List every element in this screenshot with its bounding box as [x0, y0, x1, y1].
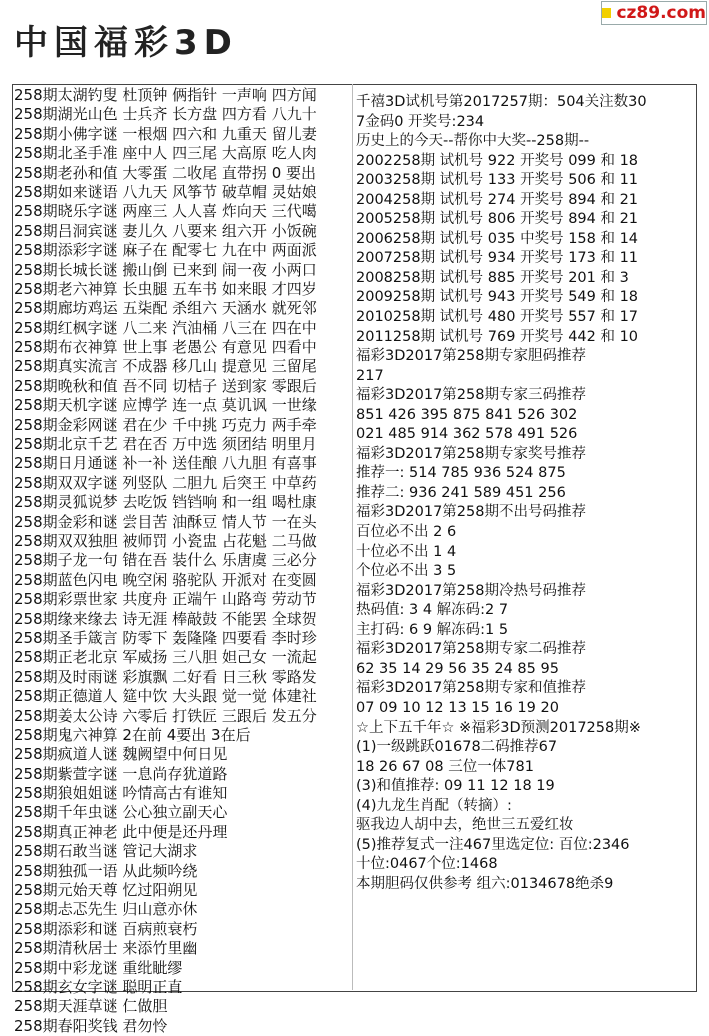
riddle-row: 258期疯道人谜 魏阙望中何日见: [14, 745, 228, 764]
riddle-row: 258期晚秋和值 吾不同 切桔子 送到家 零跟后: [14, 376, 317, 395]
riddle-row: 258期布衣神算 世上事 老愚公 有意见 四看中: [14, 338, 317, 357]
prediction-line: 驱我边人胡中去，绝世三五爱红妆: [356, 817, 574, 834]
riddle-row: 258期湖光山色 士兵齐 长方盘 四方看 八九十: [14, 105, 317, 124]
prediction-line: 福彩3D2017第258期专家三码推荐: [356, 387, 586, 404]
prediction-line: 2008258期 试机号 885 开奖号 201 和 3: [356, 269, 629, 286]
riddle-row: 258期吕洞宾谜 妻儿久 八要来 组六开 小饭碗: [14, 221, 317, 240]
prediction-line: 推荐一: 514 785 936 524 875: [356, 465, 566, 482]
riddle-row: 258期金彩网谜 君在少 千中挑 巧克力 两手牵: [14, 415, 317, 434]
prediction-line: 217: [356, 367, 384, 384]
prediction-line: 18 26 67 08 三位一体781: [356, 758, 534, 775]
prediction-line: 2006258期 试机号 035 中奖号 158 和 14: [356, 230, 639, 247]
prediction-line: 2003258期 试机号 133 开奖号 506 和 11: [356, 172, 639, 189]
column-divider: [352, 84, 353, 990]
prediction-line: 福彩3D2017第258期专家胆码推荐: [356, 348, 586, 365]
riddle-row: 258期天机字谜 应博学 连一点 莫讥讽 一世缘: [14, 396, 317, 415]
riddle-row: 258期姜太公诗 六零后 打铁匠 三跟后 发五分: [14, 706, 317, 725]
prediction-line: 2011258期 试机号 769 开奖号 442 和 10: [356, 328, 639, 345]
riddle-row: 258期鬼六神算 2在前 4要出 3在后: [14, 725, 251, 744]
prediction-line: 百位必不出 2 6: [356, 524, 457, 541]
riddle-row: 258期金彩和谜 尝目苦 油酥豆 情人节 一在头: [14, 512, 317, 531]
prediction-line: 2004258期 试机号 274 开奖号 894 和 21: [356, 191, 639, 208]
page-title: 中国福彩3D: [14, 23, 238, 63]
riddle-row: 258期玄女字谜 聪明正直: [14, 977, 183, 996]
prediction-line: 福彩3D2017第258期不出号码推荐: [356, 504, 586, 521]
prediction-line: 福彩3D2017第258期专家二码推荐: [356, 641, 586, 658]
prediction-line: 2009258期 试机号 943 开奖号 549 和 18: [356, 289, 639, 306]
riddle-row: 258期圣手箴言 防零下 轰隆隆 四要看 李时珍: [14, 628, 317, 647]
prediction-line: 福彩3D2017第258期冷热号码推荐: [356, 582, 586, 599]
riddle-row: 258期双双字谜 列竖队 二胆九 后突王 中草药: [14, 473, 317, 492]
riddle-row: 258期紫萱字谜 一息尚存犹道路: [14, 764, 228, 783]
prediction-line: ☆上下五千年☆ ※福彩3D预测2017258期※: [356, 719, 641, 736]
riddle-row: 258期中彩龙谜 重纰眦缪: [14, 958, 183, 977]
site-logo[interactable]: [601, 1, 707, 25]
riddle-row: 258期添彩字谜 麻子在 配零七 九在中 两面派: [14, 241, 317, 260]
riddle-row: 258期缘来缘去 诗无涯 棒敲鼓 不能罢 全球贺: [14, 609, 317, 628]
riddle-row: 258期灵狐说梦 去吃饭 铛铛响 和一组 喝杜康: [14, 493, 317, 512]
riddle-row: 258期红枫字谜 八二来 汽油桶 八三在 四在中: [14, 318, 317, 337]
prediction-line: 2010258期 试机号 480 开奖号 557 和 17: [356, 309, 639, 326]
prediction-line: 历史上的今天--帮你中大奖--258期--: [356, 133, 590, 150]
prediction-line: (4)九龙生肖配（转摘）:: [356, 797, 512, 814]
riddle-row: 258期小佛字谜 一根烟 四六和 九重天 留儿妻: [14, 124, 317, 143]
riddle-row: 258期如来谜语 八九天 风筝节 破草帽 灵姑娘: [14, 182, 317, 201]
riddle-row: 258期及时雨谜 彩旗飘 二好看 日三秋 零路发: [14, 667, 317, 686]
riddle-row: 258期千年虫谜 公心独立副天心: [14, 803, 228, 822]
riddle-row: 258期天涯草谜 仁做胆: [14, 997, 168, 1016]
riddle-row: 258期长城长谜 搬山倒 已来到 闹一夜 小两口: [14, 260, 317, 279]
riddle-row: 258期真实流言 不成器 移几山 提意见 三留尾: [14, 357, 317, 376]
prediction-line: 2002258期 试机号 922 开奖号 099 和 18: [356, 152, 639, 169]
riddle-row: 258期真正神老 此中便是还丹理: [14, 822, 228, 841]
riddle-row: 258期北圣手准 座中人 四三尾 大高原 吃人肉: [14, 144, 317, 163]
riddle-row: 258期北京千艺 君在否 万中选 须团结 明里月: [14, 435, 317, 454]
prediction-line: 十位:0467个位:1468: [356, 856, 498, 873]
prediction-line: 7金码0 开奖号:234: [356, 113, 485, 130]
prediction-line: 推荐二: 936 241 589 451 256: [356, 484, 566, 501]
prediction-line: (5)推荐复式一注467里选定位: 百位:2346: [356, 836, 630, 853]
riddle-row: 258期老六神算 长虫腿 五车书 如来眼 才四岁: [14, 279, 317, 298]
riddle-row: 258期双双独胆 被师罚 小瓷盅 占花魁 二马做: [14, 531, 317, 550]
riddle-row: 258期春阳奖钱 君勿怜: [14, 1016, 168, 1035]
riddle-row: 258期清秋居士 来添竹里幽: [14, 939, 198, 958]
riddle-row: 258期彩票世家 共度舟 正端午 山路弯 劳动节: [14, 590, 317, 609]
prediction-line: 个位必不出 3 5: [356, 563, 457, 580]
prediction-line: 十位必不出 1 4: [356, 543, 457, 560]
riddle-row: 258期忐忑先生 归山意亦休: [14, 900, 198, 919]
prediction-line: 千禧3D试机号第2017257期：504关注数30: [356, 94, 647, 110]
riddle-row: 258期添彩和谜 百病煎衰朽: [14, 919, 198, 938]
prediction-line: 021 485 914 362 578 491 526: [356, 426, 578, 443]
riddle-row: 258期晓乐字谜 两座三 人人喜 炸向天 三代噶: [14, 202, 317, 221]
prediction-line: 851 426 395 875 841 526 302: [356, 406, 578, 423]
prediction-line: (1)一级跳跃01678二码推荐67: [356, 739, 558, 756]
riddle-row: 258期老孙和值 大零蛋 二收尾 直带拐 0 要出: [14, 163, 317, 182]
prediction-line: (3)和值推荐: 09 11 12 18 19: [356, 778, 555, 795]
prediction-line: 62 35 14 29 56 35 24 85 95: [356, 660, 559, 677]
logo-square-icon: [602, 8, 611, 18]
prediction-panel: [356, 93, 694, 983]
riddle-row: 258期狼姐姐谜 吟情高古有谁知: [14, 784, 228, 803]
prediction-line: 本期胆码仅供参考 组六:0134678绝杀9: [356, 875, 614, 892]
riddle-row: 258期正老北京 军威扬 三八胆 妲己女 一流起: [14, 648, 317, 667]
riddle-row: 258期独孤一语 从此频吟绕: [14, 861, 198, 880]
prediction-line: 主打码: 6 9 解冻码:1 5: [356, 621, 509, 638]
riddle-row: 258期蓝色闪电 晚空闲 骆驼队 开派对 在变圆: [14, 570, 317, 589]
riddle-row: 258期石敢当谜 管记大湖求: [14, 842, 198, 861]
prediction-line: 07 09 10 12 13 15 16 19 20: [356, 699, 559, 716]
riddle-list: [14, 86, 352, 1035]
riddle-row: 258期廊坊鸡运 五柒配 杀组六 天涵水 就死邻: [14, 299, 317, 318]
logo-text: cz89.com: [616, 3, 706, 23]
riddle-row: 258期日月通谜 补一补 送佳酿 八九胆 有喜事: [14, 454, 317, 473]
riddle-row: 258期太湖钓叟 杜顶钟 俩指针 一声响 四方闻: [14, 86, 317, 104]
prediction-line: 2005258期 试机号 806 开奖号 894 和 21: [356, 211, 639, 228]
riddle-row: 258期子龙一句 错在吾 装什么 乐唐虞 三必分: [14, 551, 317, 570]
prediction-line: 福彩3D2017第258期专家奖号推荐: [356, 445, 586, 462]
prediction-line: 福彩3D2017第258期专家和值推荐: [356, 680, 586, 697]
riddle-row: 258期正德道人 筵中饮 大头跟 觉一觉 体建社: [14, 687, 317, 706]
prediction-line: 热码值: 3 4 解冻码:2 7: [356, 602, 509, 619]
prediction-line: 2007258期 试机号 934 开奖号 173 和 11: [356, 250, 639, 267]
riddle-row: 258期元始天尊 忆过阳朔见: [14, 881, 198, 900]
